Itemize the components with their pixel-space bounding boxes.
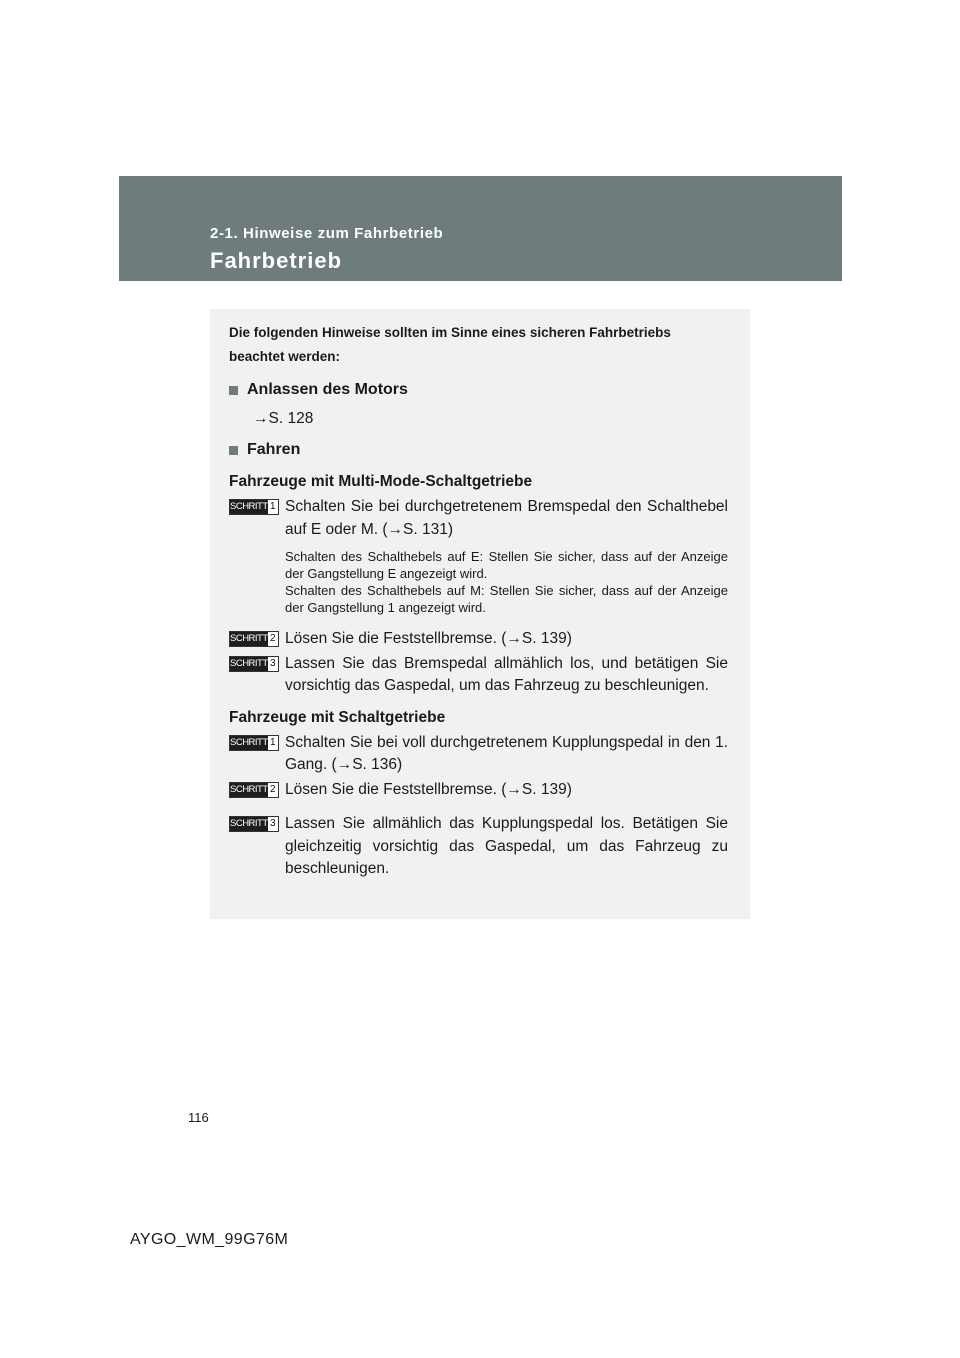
step-badge: SCHRITT 3: [229, 656, 279, 672]
driving-info-box: [210, 309, 750, 919]
step-badge: SCHRITT 1: [229, 499, 279, 515]
subheading-starting-text: Anlassen des Motors: [247, 381, 408, 398]
subheading-starting: [229, 378, 728, 402]
step-mmt-2: [229, 628, 728, 651]
step-mmt-3: [229, 653, 728, 698]
step-text: Lassen Sie das Bremspedal allmählich los, und betätigen Sie vorsichtig das Gaspedal, um das Fahrzeug zu beschleunigen.: [285, 654, 728, 694]
section-header-band: [119, 176, 842, 281]
step-badge: SCHRITT 2: [229, 782, 279, 798]
subheading-driving-text: Fahren: [247, 441, 301, 458]
step-badge: SCHRITT 1: [229, 735, 279, 751]
page-title: Fahrbetrieb: [210, 248, 343, 273]
note-line: Schalten des Schalthebels auf E: Stellen Sie sicher, dass auf der Anzeige der Gangstellung E angezeigt wird.: [285, 549, 728, 581]
step-manual-1: [229, 732, 728, 777]
step-manual-2: [229, 779, 728, 802]
group-title-mmt: Fahrzeuge mit Multi-Mode-Schaltgetriebe: [229, 473, 533, 490]
group-title-manual: Fahrzeuge mit Schaltgetriebe: [229, 708, 446, 726]
square-bullet-icon: [229, 386, 238, 395]
section-label: 2-1. Hinweise zum Fahrbetrieb: [210, 225, 444, 242]
page-reference: →S. 128: [253, 410, 314, 427]
page-number: 116: [188, 1110, 209, 1125]
step-manual-3: [229, 813, 728, 881]
step-badge: SCHRITT 3: [229, 816, 279, 832]
step-text: Schalten Sie bei durchgetretenem Bremspedal den Schalthebel auf E oder M. (→S. 131): [285, 498, 728, 538]
step-badge: SCHRITT 2: [229, 631, 279, 647]
square-bullet-icon: [229, 446, 238, 455]
intro-text: Die folgenden Hinweise sollten im Sinne eines sicheren Fahrbetriebs beachtet werden:: [229, 325, 671, 364]
document-code: AYGO_WM_99G76M: [130, 1231, 289, 1248]
step-text: Lösen Sie die Feststellbremse. (→S. 139): [285, 630, 572, 647]
step-note: [285, 548, 728, 616]
step-text: Schalten Sie bei voll durchgetretenem Kupplungspedal in den 1. Gang. (→S. 136): [285, 733, 728, 773]
note-line: Schalten des Schalthebels auf M: Stellen Sie sicher, dass auf der Anzeige der Gangstellung 1 angezeigt wird.: [285, 583, 728, 615]
step-text: Lassen Sie allmählich das Kupplungspedal los. Betätigen Sie gleichzeitig vorsichtig das Gaspedal, um das Fahrzeug zu beschleunigen.: [285, 815, 728, 877]
step-text: Lösen Sie die Feststellbremse. (→S. 139): [285, 780, 572, 798]
subheading-driving: [229, 438, 728, 462]
step-mmt-1: [229, 496, 728, 541]
